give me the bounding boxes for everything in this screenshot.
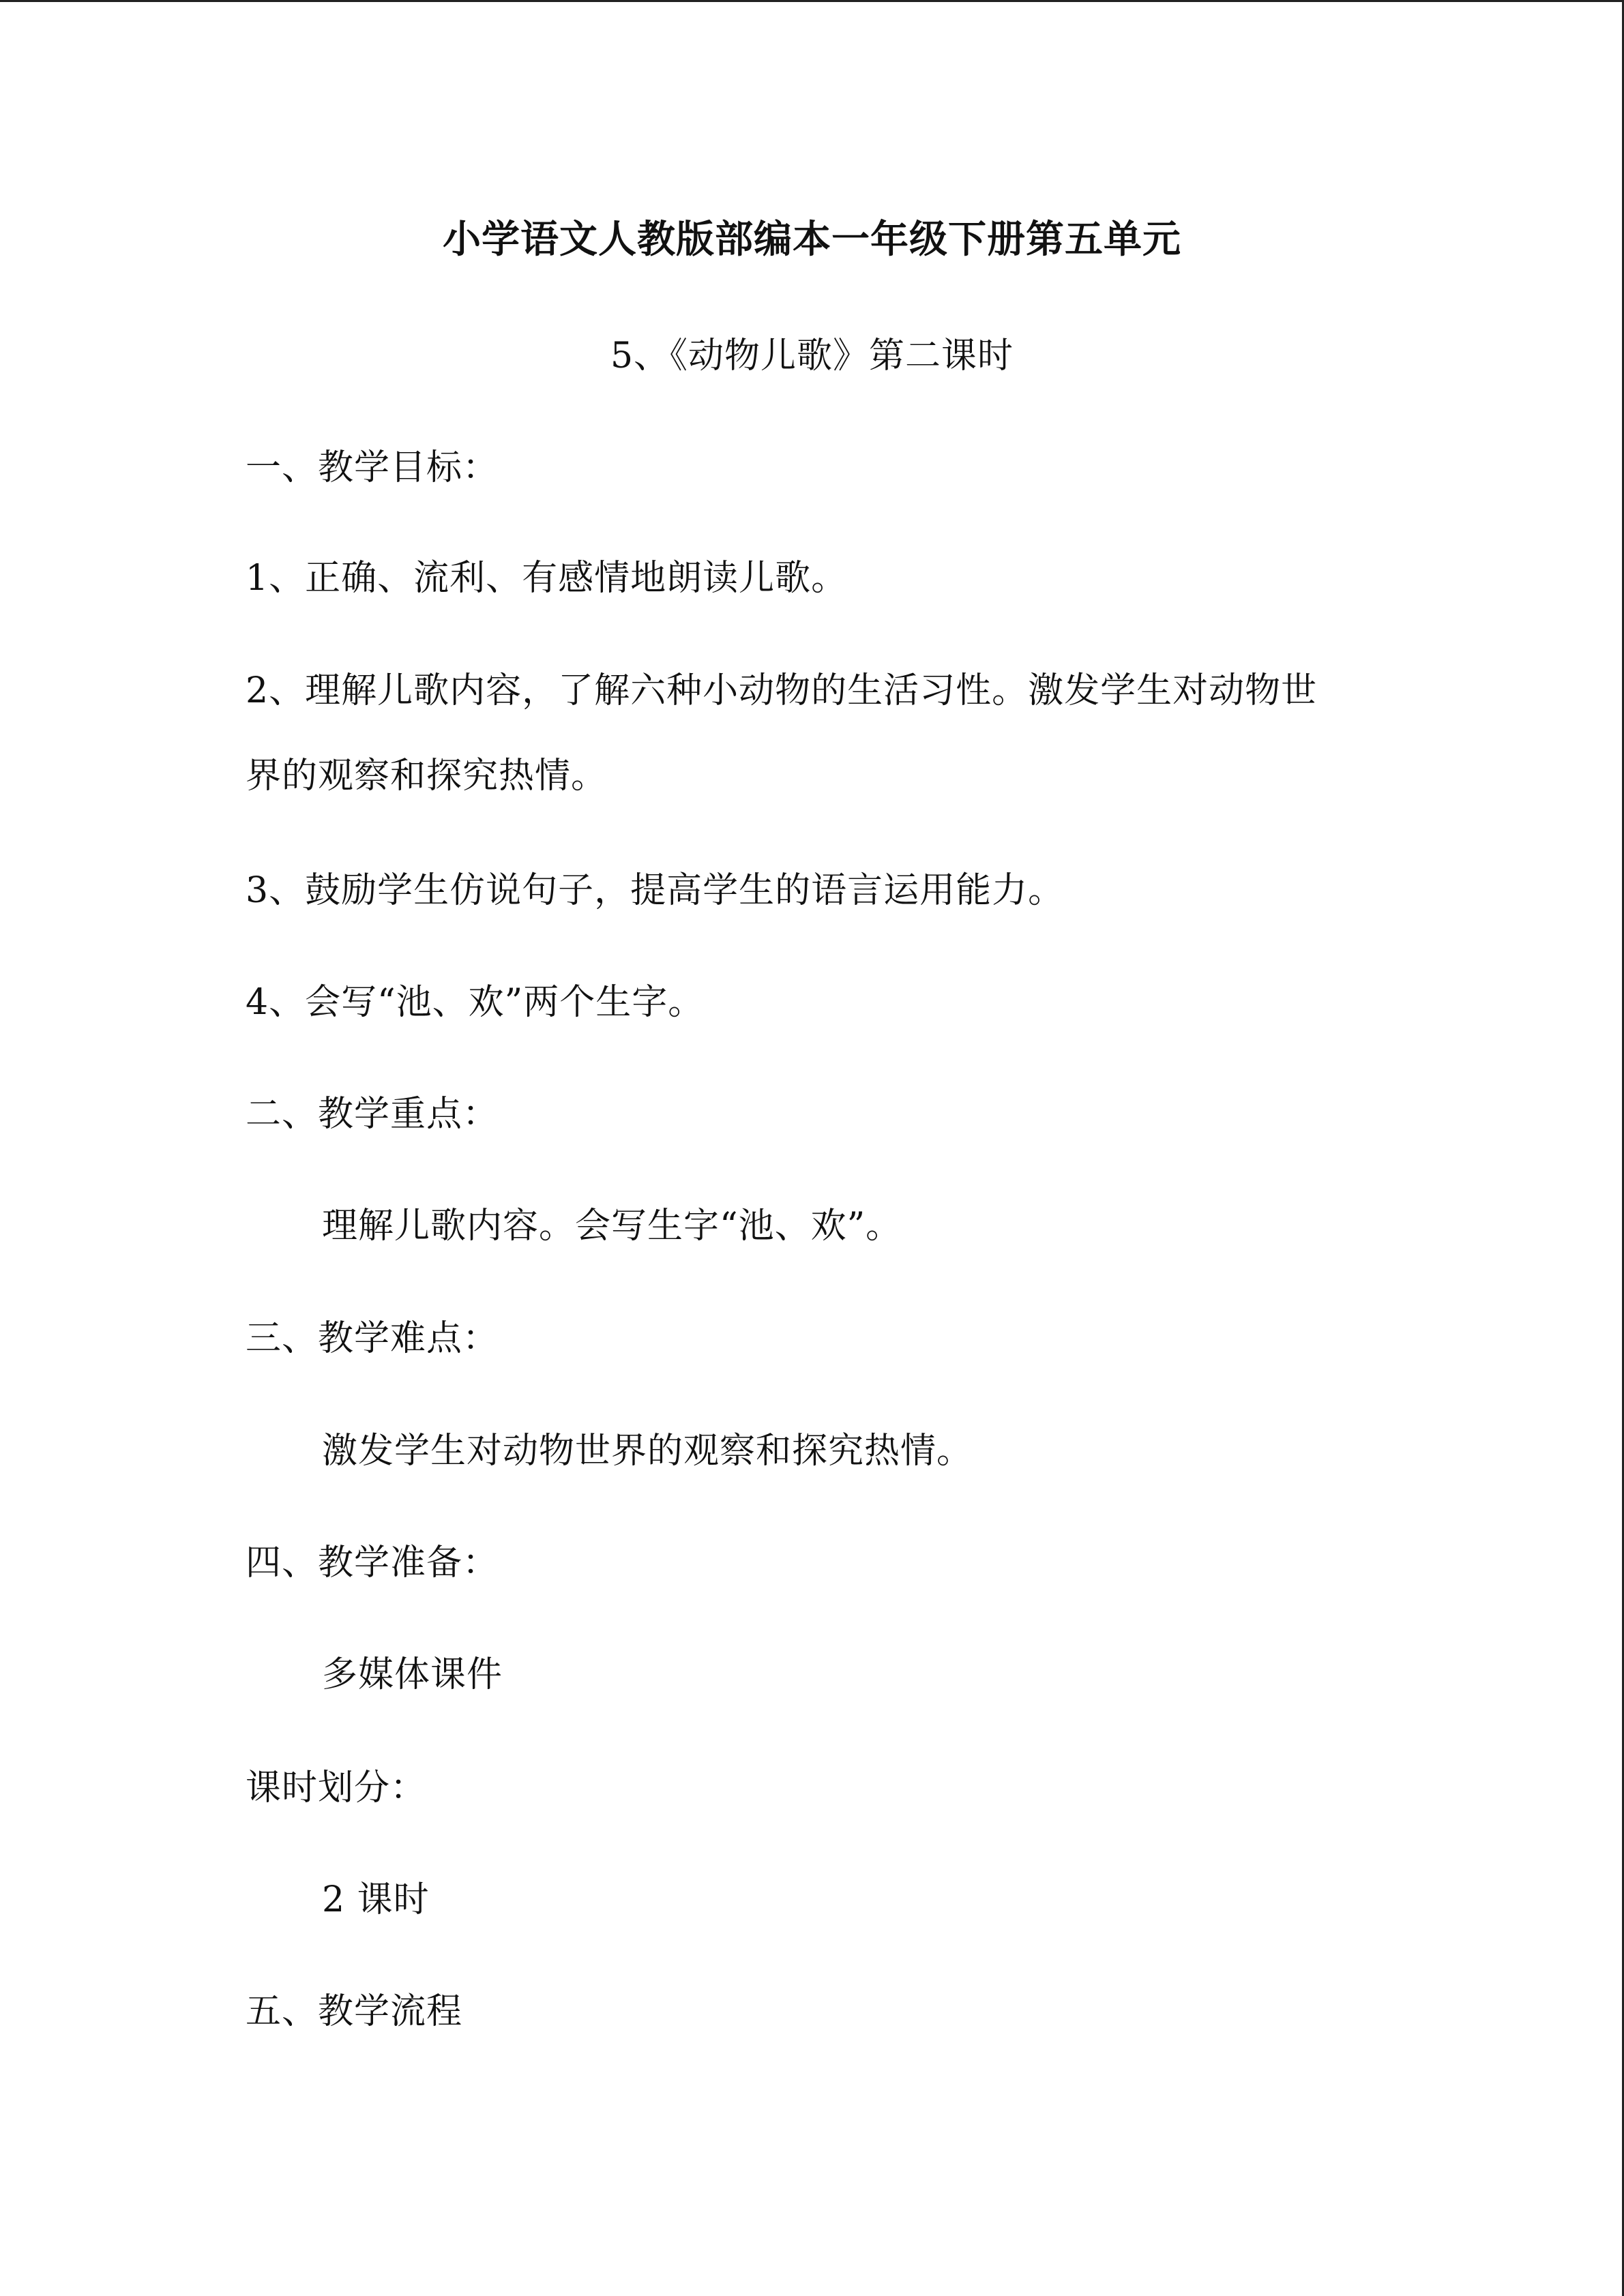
preparation-heading: 四、教学准备： [246, 1542, 499, 1583]
goal-item-3: 3、鼓励学生仿说句子，提高学生的语言运用能力。 [246, 870, 1065, 911]
key-points-heading: 二、教学重点： [246, 1094, 499, 1135]
goal-item-1: 1、正确、流利、有感情地朗读儿歌。 [246, 558, 848, 599]
process-heading: 五、教学流程 [246, 1991, 463, 2032]
goals-heading: 一、教学目标： [246, 447, 499, 488]
difficulties-text: 激发学生对动物世界的观察和探究热情。 [322, 1431, 973, 1472]
goal-item-2-line-1: 2、理解儿歌内容，了解六种小动物的生活习性。激发学生对动物世 [246, 670, 1318, 711]
key-points-text: 理解儿歌内容。会写生字“池、欢”。 [322, 1206, 902, 1247]
goal-item-4: 4、会写“池、欢”两个生字。 [246, 982, 705, 1023]
lesson-subtitle: 5、《动物儿歌》第二课时 [610, 336, 1014, 376]
schedule-heading: 课时划分： [246, 1768, 427, 1808]
schedule-text: 2 课时 [322, 1879, 430, 1920]
goal-item-2-line-2: 界的观察和探究热情。 [246, 756, 608, 796]
difficulties-heading: 三、教学难点： [246, 1318, 499, 1359]
document-title: 小学语文人教版部编本一年级下册第五单元 [443, 218, 1181, 262]
preparation-text: 多媒体课件 [322, 1654, 503, 1695]
